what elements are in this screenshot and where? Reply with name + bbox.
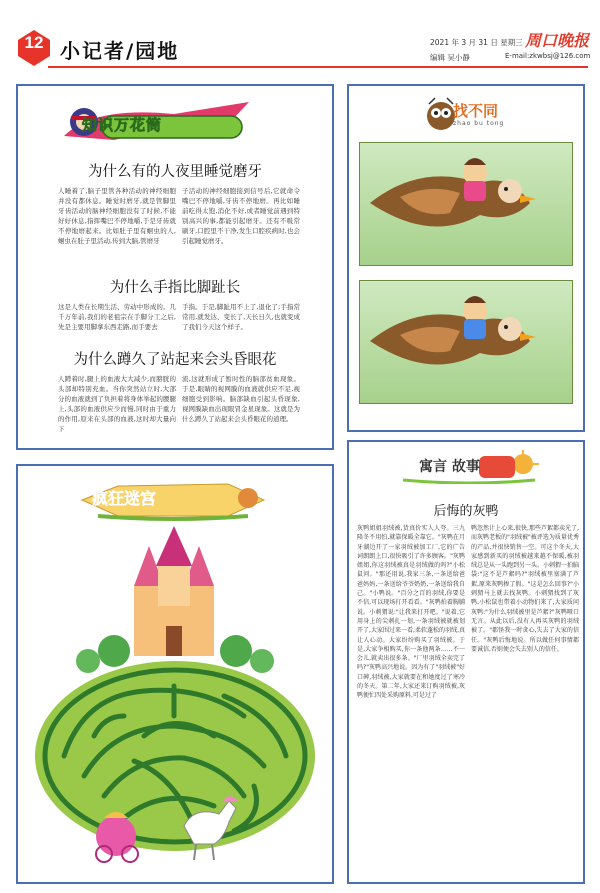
fable-title: 后悔的灰鸭 [433, 504, 499, 519]
maze-title: 疯狂迷宫 [92, 489, 157, 508]
page-number: 12 [24, 33, 44, 52]
header-divider [48, 66, 588, 68]
find-difference-pinyin: zhao bu tong [453, 120, 505, 127]
article-body: 流,这就形成了暂时性的脑部贫血现象。于是,眼睛的视网膜的血液就供应不足,视细胞受到影响。脑部缺血引起头昏现象,视网膜缺血出现眼冒金星现象。这就是为什么蹲久了站起来会头昏眼花的道理。 [182, 375, 300, 423]
article-body: 子活动的神经细胞接到信号后,它就命令嘴巴不停地嚼,牙齿不停地磨。再比如睡前吃得太饱,消化不好,或者睡觉前遇到特别高兴的事,都能引起磨牙。还有不吸常刷牙,口腔里不干净,发生口腔疾病时,也会引起睡觉磨牙。 [182, 187, 300, 245]
difference-image-top [359, 142, 573, 266]
knowledge-panel [16, 84, 334, 450]
difference-image-bottom [359, 280, 573, 404]
article-title: 为什么有的人夜里睡觉磨牙 [88, 164, 262, 180]
knowledge-banner-label: 知识万花筒 [82, 116, 163, 134]
page-header [0, 0, 600, 72]
maze-illustration [24, 526, 326, 878]
fable-section-label: 寓言 故事 [419, 459, 480, 475]
fable-panel [347, 440, 585, 884]
article-body: 人蹲着时,腿上的血液大大减少,而膀胱的头部却特别充血。当你突然站立时,大部分的血液就到了负担着将身体举起的腰腿上,头部的血液供应少而慢,同时由于重力的作用,原来在头部的血液,这时却大量向下 [58, 375, 176, 433]
editor-credit: 编辑 吴小静 [430, 53, 470, 62]
fable-body-col1: 灰鸭姐姐羽绒被,货真价实人人夸。三九隆冬不用怕,就靠保暖全靠它。"灰鸭在月牙湖边开了一家羽绒被加工厂,它的广告词朗朗上口,很快吸引了许多顾客。"灰鸭姐姐,你这羽绒被真是羽绒做的吗?"小松鼠问。"那还用说,我家三条,一条送给爸爸妈妈,一条送给爷爷奶奶,一条送给我自己。"小鸭说。"百分之百的羽绒,你要是不信,可以现场打开看看。"灰鸭拍着胸脯说。小刺猬说:"让我来打开吧。"说着,它用身上的尖刺扎一划,一条羽绒被就被划开了,大家围过来一看,柔软蓬松的羽绒,真让人心动。大家纷纷购买了羽绒被。于是,大家争相购买,你一条他两条……不一会儿,就卖出很多条。"厂里羽绒全卖完了吗?"灰鸭高兴地说。因为有了"羽绒被"好口碑,羽绒被,大家就要在和她度过了寒冷的冬天。第二年,大家还来订购羽绒被,灰鸭便忙四处采购原料,可是过了 [357, 525, 465, 700]
maze-panel [16, 464, 334, 884]
fable-body-col2: 鸭忽然计上心来,很快,那些芦絮都卖光了,而灰鸭老板的"羽绒被"被评选为质量优秀的产品,并很快销售一空。可这个冬天,大家感到新买的羽绒被越来越不保暖,被羽绒总是从一头跑到另一头。小刺猬一拍脑袋:"这不是芦絮吗?"羽绒被里塞满了芦絮,原来灰鸭掺了假。"这是怎么回事?"小刺猬马上就去找灰鸭。小刺猬找到了灰鸭,小松鼠也带着小动物们来了,大家质问灰鸭:"为什么羽绒被里是芦絮?"灰鸭哑口无言。从此以后,没有人再买灰鸭的羽绒被了。"都怪我一时贪心,失去了大家的信任。"灰鸭后悔地说。所以做任何事情都要诚信,否则便会失去别人的信任。 [471, 525, 579, 653]
article-title: 为什么蹲久了站起来会头昏眼花 [73, 352, 277, 368]
newspaper-brand: 周口晚报 [525, 31, 590, 50]
section-title: 小记者/园地 [60, 39, 180, 63]
article-title: 为什么手指比脚趾长 [109, 280, 241, 296]
find-difference-title: 找不同 [453, 102, 499, 120]
article-body: 这是人类在长期生活、劳动中形成的。几千万年前,我们的老祖宗在手脚分工之后,先是主要用脚拿东西走路,而手要去 [58, 303, 176, 331]
article-body: 手指。于是,脚趾用不上了,退化了;手指常常用,就发达、变长了,天长日久,也就变成了我们今天这个样子。 [182, 303, 300, 331]
article-body: 人睡着了,脑子里管各种活动的神经细胞并没有都休息。睡觉时磨牙,就是管脚里牙齿活动的脑神经细胞没有了时候,不能好好休息,指挥嘴巴不停地嚼,于是牙齿就不停地磨起来。比如肚子里有蛔虫的人,蛔虫在肚子里活动,传到大脑,管磨牙 [58, 187, 176, 245]
find-difference-panel [347, 84, 585, 432]
issue-date: 2021 年 3 月 31 日 星期三 [430, 38, 523, 47]
contact-email: E-mail:zkwbsj@126.com [505, 52, 591, 60]
